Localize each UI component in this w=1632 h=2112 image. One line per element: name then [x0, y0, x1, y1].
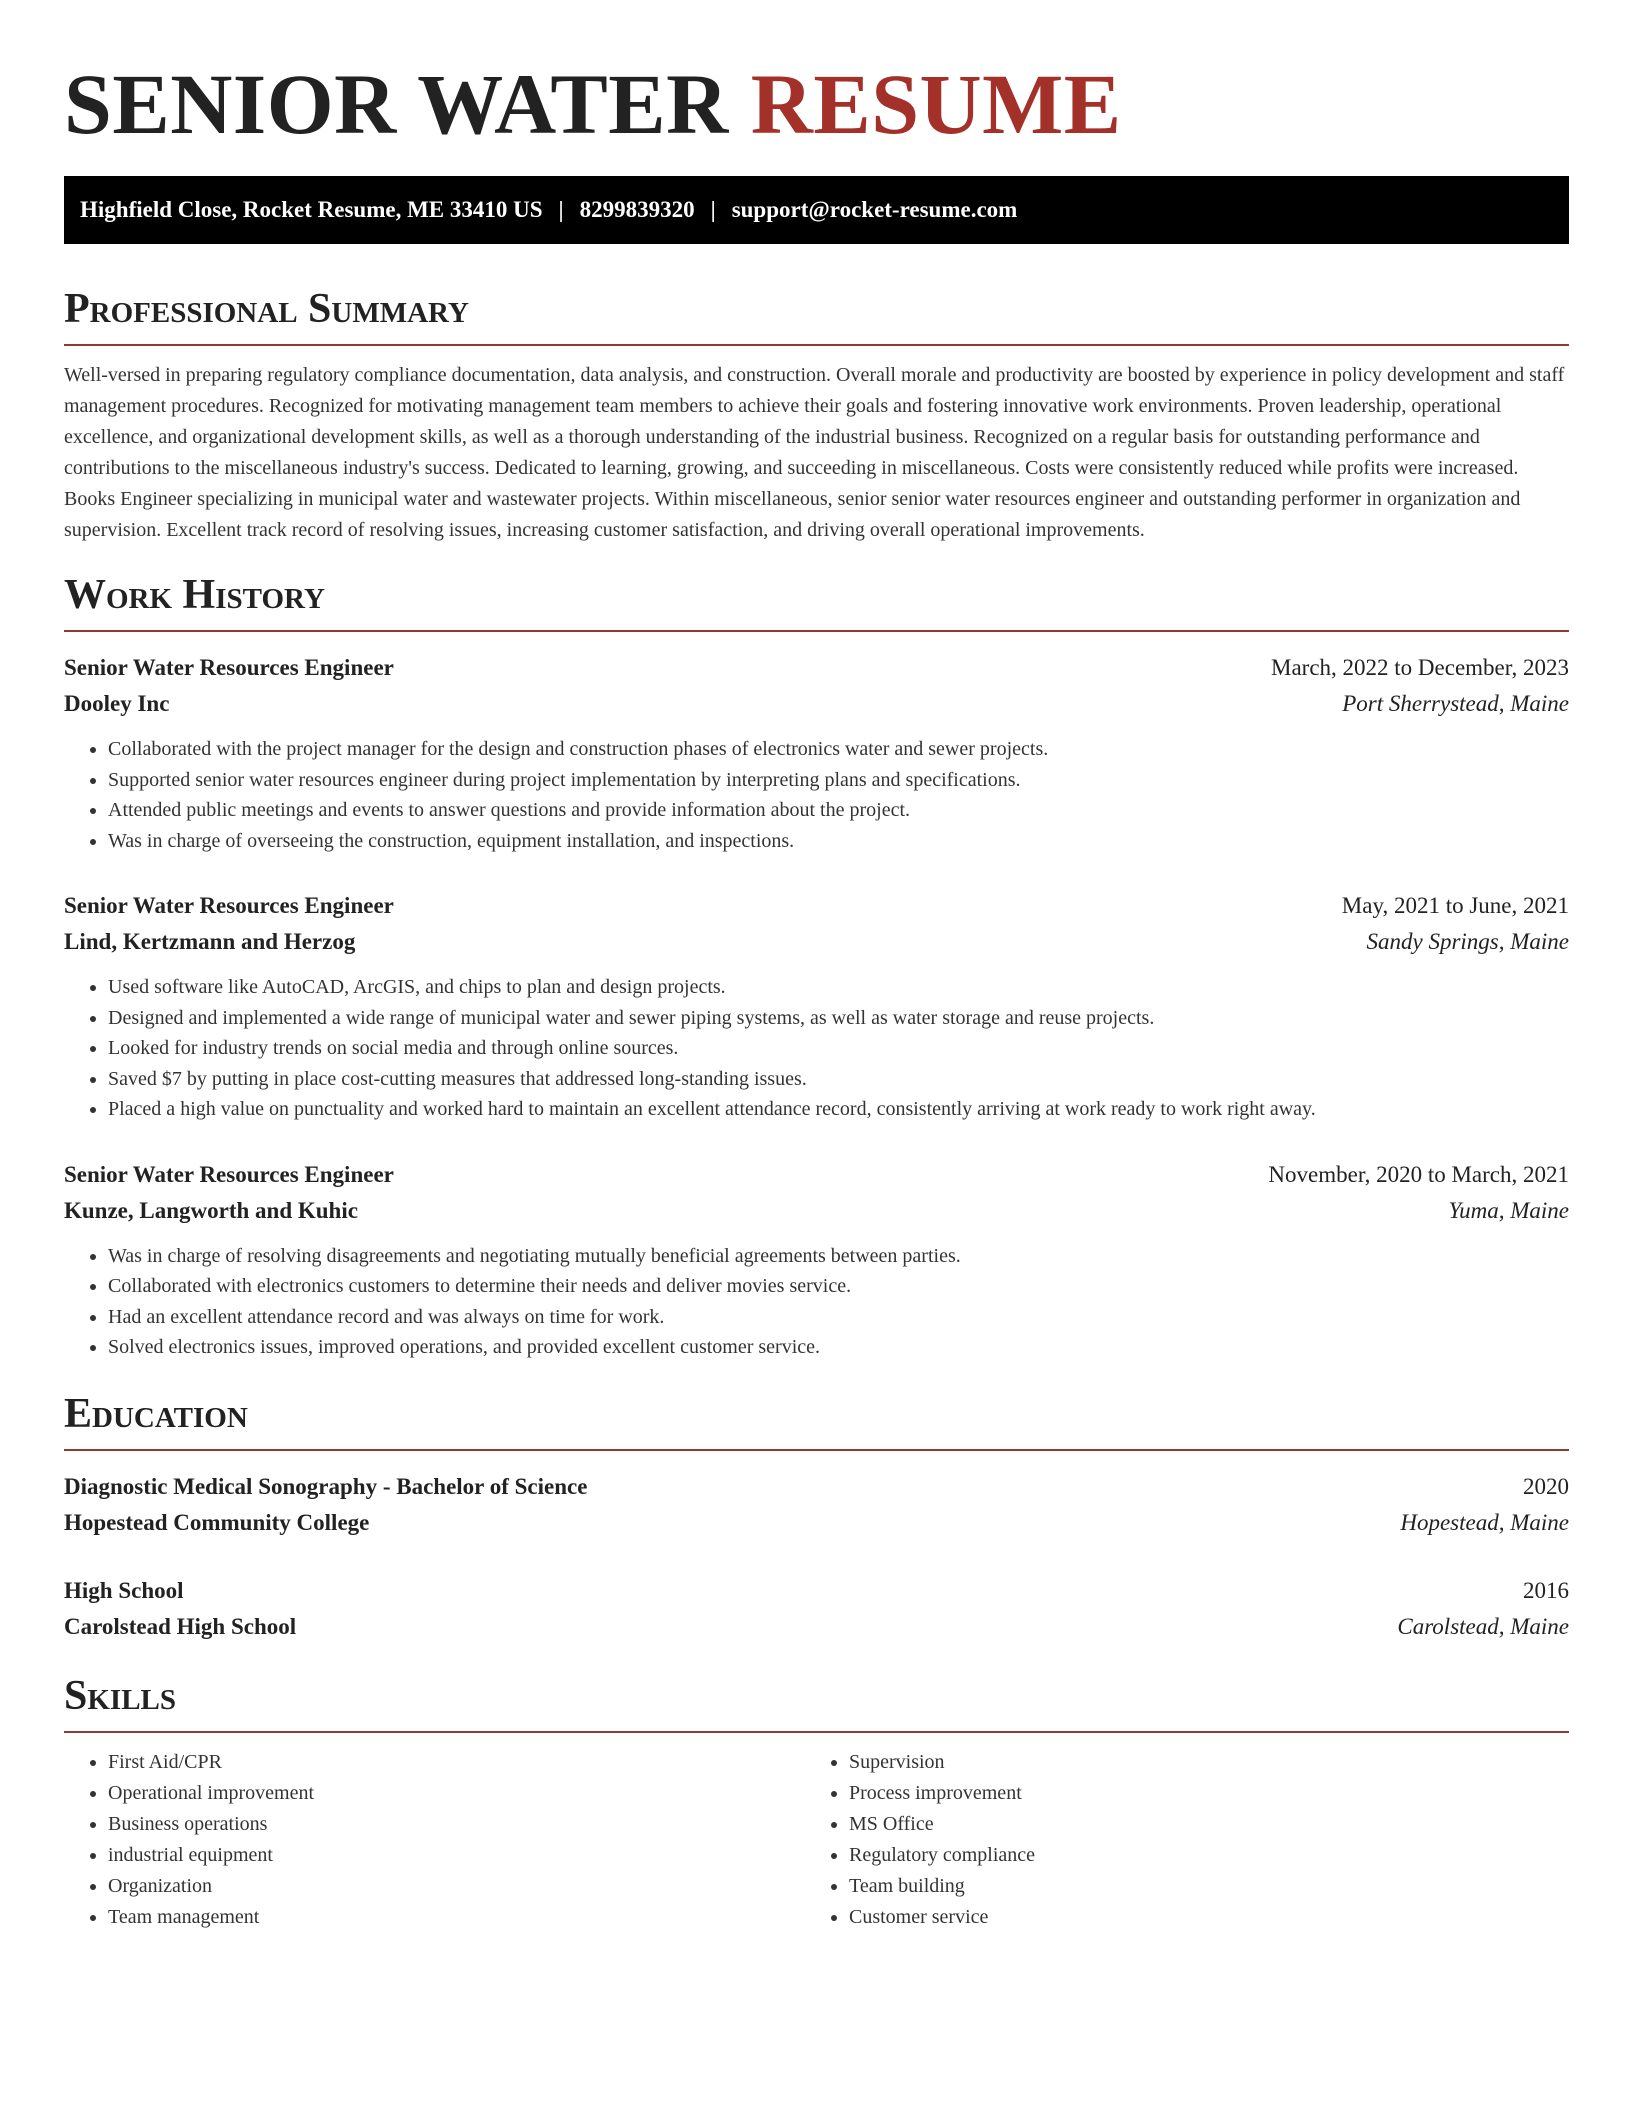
job-title: Senior Water Resources Engineer: [64, 655, 394, 680]
skill-item: • First Aid/CPR: [108, 1747, 805, 1778]
education-school-row: [64, 1609, 1569, 1645]
job-bullet: • Attended public meetings and events to answer questions and provide information about the project.: [108, 795, 1569, 826]
education-school-row: [64, 1505, 1569, 1541]
skills-grid: [64, 1747, 1569, 1933]
job-dates: November, 2020 to March, 2021: [1268, 1161, 1569, 1187]
skills-heading: Skills: [64, 1671, 1569, 1733]
job-bullet: • Looked for industry trends on social media and through online sources.: [108, 1033, 1569, 1064]
job-bullet: • Collaborated with electronics customers to determine their needs and deliver movies service.: [108, 1271, 1569, 1302]
job-dates: May, 2021 to June, 2021: [1341, 893, 1569, 918]
job-company-row: [64, 924, 1569, 960]
education-location: Hopestead, Maine: [1400, 1509, 1569, 1535]
contact-bar: [64, 176, 1569, 244]
job-title: Senior Water Resources Engineer: [64, 1161, 394, 1187]
job-bullet: • Was in charge of overseeing the construction, equipment installation, and inspections.: [108, 826, 1569, 857]
education-degree: High School: [64, 1577, 184, 1603]
title-accent: RESUME: [750, 56, 1122, 152]
skills-section: [64, 1671, 1569, 1933]
job-bullets: [64, 734, 1569, 856]
education-degree: Diagnostic Medical Sonography - Bachelor of Science: [64, 1473, 588, 1499]
job-bullets: [64, 972, 1569, 1125]
job-bullet: • Solved electronics issues, improved operations, and provided excellent customer service.: [108, 1332, 1569, 1363]
work-history-heading: Work History: [64, 570, 1569, 632]
resume-title: [64, 54, 1569, 154]
job-location: Yuma, Maine: [1448, 1197, 1569, 1223]
job-bullet: • Collaborated with the project manager for the design and construction phases of electronics water and sewer projects.: [108, 734, 1569, 765]
job-location: Port Sherrystead, Maine: [1342, 691, 1569, 716]
education-school: Carolstead High School: [64, 1613, 297, 1639]
job-company: Lind, Kertzmann and Herzog: [64, 929, 356, 954]
skill-item: • Supervision: [849, 1747, 1565, 1778]
job-entry: [64, 650, 1569, 856]
education-entry: [64, 1469, 1569, 1541]
job-entry: [64, 1157, 1569, 1363]
skill-item: • Team building: [849, 1871, 1565, 1902]
job-company: Kunze, Langworth and Kuhic: [64, 1197, 358, 1223]
job-entry: [64, 888, 1569, 1125]
contact-separator: |: [558, 197, 564, 222]
contact-separator: |: [710, 197, 716, 222]
job-location: Sandy Springs, Maine: [1366, 929, 1569, 954]
job-company-row: [64, 1193, 1569, 1229]
skill-item: • Customer service: [849, 1902, 1565, 1933]
title-main: SENIOR WATER: [64, 56, 729, 152]
job-bullet: • Used software like AutoCAD, ArcGIS, and chips to plan and design projects.: [108, 972, 1569, 1003]
education-section: [64, 1389, 1569, 1645]
skill-item: • Business operations: [108, 1809, 805, 1840]
education-degree-row: [64, 1573, 1569, 1609]
job-title-row: [64, 1157, 1569, 1193]
job-bullet: • Was in charge of resolving disagreements and negotiating mutually beneficial agreements between parties.: [108, 1241, 1569, 1272]
summary-heading: Professional Summary: [64, 284, 1569, 346]
skill-item: • Team management: [108, 1902, 805, 1933]
job-bullet: • Supported senior water resources engineer during project implementation by interpreting plans and specifications.: [108, 765, 1569, 796]
job-bullet: • Saved $7 by putting in place cost-cutting measures that addressed long-standing issues.: [108, 1064, 1569, 1095]
job-title-row: [64, 888, 1569, 924]
skill-item: • Operational improvement: [108, 1778, 805, 1809]
education-degree-row: [64, 1469, 1569, 1505]
skill-item: • Process improvement: [849, 1778, 1565, 1809]
work-history-section: [64, 570, 1569, 1363]
skill-item: • Organization: [108, 1871, 805, 1902]
skill-item: • Regulatory compliance: [849, 1840, 1565, 1871]
contact-email: support@rocket-resume.com: [731, 197, 1018, 222]
skill-item: • industrial equipment: [108, 1840, 805, 1871]
education-year: 2016: [1523, 1577, 1569, 1603]
job-bullet: • Had an excellent attendance record and was always on time for work.: [108, 1302, 1569, 1333]
skills-list-left: [64, 1747, 805, 1933]
summary-text: Well-versed in preparing regulatory compliance documentation, data analysis, and construction. Overall morale and productivity are boosted by experience in policy development and staff management procedures. Recognized for motivating management team members to achieve their goals and fostering innovative work environments. Proven leadership, operational excellence, and organizational development skills, as well as a thorough understanding of the industrial business. Recognized on a regular basis for outstanding performance and contributions to the miscellaneous industry's success. Dedicated to learning, growing, and succeeding in miscellaneous. Costs were consistently reduced while profits were increased. Books Engineer specializing in municipal water and wastewater projects. Within miscellaneous, senior senior water resources engineer and outstanding performer in organization and supervision. Excellent track record of resolving issues, increasing customer satisfaction, and driving overall operational improvements.: [64, 364, 1565, 541]
job-dates: March, 2022 to December, 2023: [1271, 655, 1569, 680]
skill-item: • MS Office: [849, 1809, 1565, 1840]
contact-address: Highfield Close, Rocket Resume, ME 33410 US: [80, 197, 543, 222]
job-bullet: • Designed and implemented a wide range of municipal water and sewer piping systems, as well as water storage and reuse projects.: [108, 1003, 1569, 1034]
job-company-row: [64, 686, 1569, 722]
education-heading: Education: [64, 1389, 1569, 1451]
education-location: Carolstead, Maine: [1397, 1613, 1569, 1639]
job-title-row: [64, 650, 1569, 686]
summary-section: [64, 284, 1569, 546]
job-bullets: [64, 1241, 1569, 1363]
job-bullet: • Placed a high value on punctuality and worked hard to maintain an excellent attendance record, consistently arriving at work ready to work right away.: [108, 1094, 1569, 1125]
education-school: Hopestead Community College: [64, 1509, 370, 1535]
job-title: Senior Water Resources Engineer: [64, 893, 394, 918]
job-company: Dooley Inc: [64, 691, 170, 716]
skills-list-right: [805, 1747, 1565, 1933]
education-year: 2020: [1523, 1473, 1569, 1499]
contact-phone: 8299839320: [579, 197, 695, 222]
education-entry: [64, 1573, 1569, 1645]
